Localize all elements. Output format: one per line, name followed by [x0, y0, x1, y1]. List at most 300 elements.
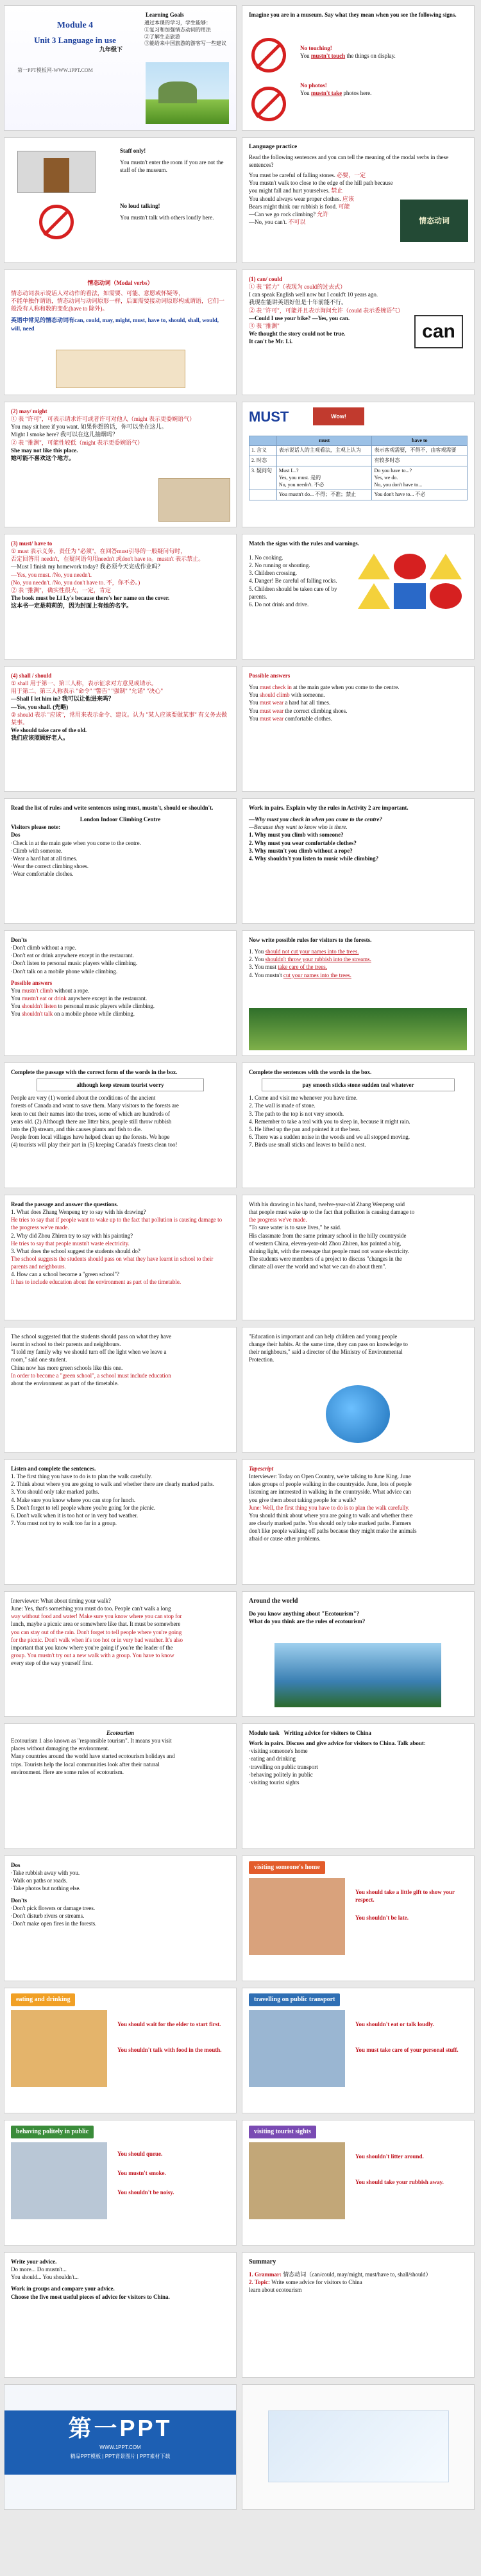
table-cell: 1. 含义	[249, 446, 277, 456]
answer-line	[11, 994, 230, 1002]
goal-line: ②了解生态旅游	[144, 33, 180, 40]
pre-text: You	[300, 90, 311, 97]
sentence	[249, 210, 396, 218]
topic-item: ·eating and drinking	[249, 1755, 296, 1762]
rule-line	[249, 955, 468, 963]
pre-text: 2. You	[249, 956, 266, 963]
table-cell: Must I...? Yes, you must. 是的 No, you needn't. 不必	[276, 466, 372, 490]
heading: (3) must/ have to	[11, 540, 53, 547]
meaning-note: 不可以	[288, 218, 306, 225]
answer-blank: shouldn't throw your rubbish into the streams.	[265, 956, 371, 963]
answers-list	[249, 683, 468, 722]
meaning-note: 允许	[317, 210, 329, 218]
pre-text: 1. You	[249, 948, 266, 955]
goal-line: ①复习和加强情态动词的用法	[144, 26, 211, 33]
pre-text: You	[249, 707, 260, 714]
language-practice-slide	[242, 137, 475, 263]
row-15	[0, 1855, 481, 1981]
donts-heading: Don'ts	[11, 1897, 28, 1904]
passage-line: The students were members of a project to discuss "changes in the	[249, 1255, 402, 1262]
task-line: Choose the five most useful pieces of advice for visitors to China.	[11, 2293, 170, 2300]
sights-photo	[249, 2142, 345, 2219]
post-text: a hard hat all times.	[283, 699, 331, 706]
answers-title: Possible answers	[11, 979, 53, 986]
no-loud-talking-sign-icon	[39, 205, 74, 239]
brand-slide	[4, 2384, 237, 2510]
answer-line	[11, 1002, 230, 1010]
passage-line: about the environment as part of the timetable.	[11, 1379, 119, 1386]
row-16	[0, 1988, 481, 2113]
brand-logo: 第一PPT	[68, 2415, 173, 2441]
dos-heading: Dos	[11, 1862, 21, 1868]
script-line: you can stay out of the rain. Don't forget to tell people where you're going	[11, 1628, 182, 1635]
passage-line: years old. (2) Although there are litter bins, people still throw rubbish	[11, 1118, 172, 1125]
question-item: 2. Why must you wear comfortable clothes?	[249, 839, 357, 846]
learning-goals-list	[144, 20, 233, 47]
table-cell: 3. 疑问句	[249, 466, 277, 490]
train-photo	[249, 2010, 345, 2087]
ecotourism-slide	[4, 1723, 237, 1849]
donts-slide	[4, 930, 237, 1056]
heading: (4) shall / should	[11, 672, 52, 679]
script-line: You should think about where you are going to walk and whether there	[249, 1512, 413, 1519]
rule-item: 3. Children crossing.	[249, 570, 297, 577]
text-line: Ecotourism 1 also known as "responsible tourism". It means you visit	[11, 1737, 172, 1744]
around-world-slide	[242, 1591, 475, 1717]
staff-only-label: Staff only!	[120, 148, 146, 154]
sentence-text: —Can we go rock climbing?	[249, 210, 316, 218]
column-header: must	[276, 436, 372, 446]
rules-list	[249, 554, 345, 608]
example-question: —Why must you check in when you come to the centre?	[249, 816, 382, 823]
tapescript-title: Tapescript	[249, 1465, 274, 1472]
pre-text: You	[249, 715, 260, 722]
summary-slide	[242, 2252, 475, 2378]
rule-line: ① 表 "许可"，可表示请求许可或者许可对他人（might 表示更委婉语气）	[11, 416, 196, 423]
section-title: Language practice	[249, 144, 298, 150]
row-18	[0, 2252, 481, 2378]
question-item: 1. What does Zhang Wenpeng try to say with his drawing?	[11, 1209, 146, 1216]
topic-item: ·travelling on public transport	[249, 1763, 318, 1770]
meaning-note: 必要，一定	[337, 172, 366, 179]
passage-complete-slide	[4, 1062, 237, 1188]
rule-line: ① must 表示义务、责任为 "必须"，在回答must引导的一般疑问句时，	[11, 548, 187, 555]
topic-banner: travelling on public transport	[249, 1993, 340, 2006]
rule-item: ·Don't listen to personal music players while climbing.	[11, 960, 138, 967]
answer-line	[300, 89, 467, 97]
eating-slide	[4, 1988, 237, 2113]
answers-title: Possible answers	[249, 672, 291, 679]
answer-blank: mustn't climb	[21, 987, 53, 994]
advice-line: You should wait for the elder to start first.	[117, 2021, 221, 2027]
text-line: trips. Tourists help the local communities look after their natural	[11, 1761, 160, 1768]
task-title: Read the passage and answer the questions.	[11, 1201, 119, 1207]
advice-line: You must take care of your personal stuff.	[355, 2047, 459, 2053]
brand-banner	[4, 2410, 236, 2475]
globe-illustration	[326, 1385, 390, 1443]
no-photos-label: No photos!	[300, 82, 327, 89]
section-title: Around the world	[249, 1598, 298, 1605]
goal-line: 通过本课的学习，学生能够：	[144, 20, 211, 26]
definition-line: 不能单独作谓语，情态动词与动词原形一样，后面需要接动词原形构成谓语，它们一般没有人称和数的变化(have to 除外)。	[11, 298, 225, 312]
advice-line: You shouldn't be noisy.	[117, 2189, 174, 2196]
row-9	[0, 1062, 481, 1188]
script-line: afraid or cause other problems.	[249, 1535, 321, 1542]
example-line: —Must I finish my homework today? 我必须今天完成作业吗？	[11, 563, 164, 570]
post-text: with someone.	[289, 692, 325, 699]
door-shape	[44, 158, 69, 192]
passage-line: (4) tourists will play their part in (5) keeping Canada's forests clean too!	[11, 1141, 178, 1148]
dos-heading: Dos	[11, 832, 21, 839]
text-line: Many countries around the world have started ecotourism holidays and	[11, 1753, 175, 1760]
definition-line: 情态动词表示说话人对动作的看法，如需要、可能、意愿或怀疑等，	[11, 290, 185, 296]
passage-line: forests of Canada and want to save them. Many visitors to the forests are	[11, 1102, 179, 1109]
column-header: have to	[372, 436, 468, 446]
rule-line: ① 表 "能力"（表现为 could的过去式）	[249, 284, 346, 291]
answer-line	[249, 707, 468, 715]
example-answer: —Because they want to know who is there.	[249, 824, 348, 831]
brand-url: WWW.1PPT.COM	[99, 2444, 141, 2450]
sentence-item: 4. Make sure you know where you can stop for lunch.	[11, 1496, 135, 1503]
prohibition-sign-icon	[394, 554, 426, 579]
example-line: 我现在能讲英语好但是十年前能不行。	[249, 299, 348, 306]
advice-line: You shouldn't talk with food in the mouth.	[117, 2047, 222, 2053]
row-2	[0, 137, 481, 263]
queue-photo	[11, 2142, 107, 2219]
must-table-slide	[242, 402, 475, 527]
modal-sentence-list	[249, 171, 396, 226]
row-11	[0, 1327, 481, 1453]
no-touching-sign-icon	[251, 38, 286, 73]
pre-text: You	[249, 684, 260, 691]
museum-signs-slide	[242, 5, 475, 131]
sentence	[249, 203, 396, 210]
script-line: way without food and water! Make sure you know where you can stop for	[11, 1613, 182, 1620]
sentence-item: 1. The first thing you have to do is to plan the walk carefully.	[11, 1473, 152, 1480]
answer-line	[249, 691, 468, 699]
unit-title: Unit 3 Language in use	[34, 35, 116, 45]
answer-blank: take care of the trees.	[278, 964, 327, 971]
topic-item: ·visiting tourist sights	[249, 1778, 300, 1786]
visitors-note: Visitors please note:	[11, 824, 61, 831]
shall-should-slide	[4, 666, 237, 792]
answer-blank: mustn't touch	[310, 53, 346, 60]
example-line: —Yes, you shall. (先略)	[11, 703, 69, 710]
sentence	[249, 195, 396, 203]
example-line: The book must be Li Ly's because there's her name on the cover.	[11, 594, 170, 601]
topic-banner: visiting tourist sights	[249, 2126, 316, 2138]
goal-line: ③能给来中国旅游的游客写一些建议	[144, 40, 226, 47]
script-line: are clearly marked paths. You should only take marked paths. Farmers	[249, 1519, 412, 1526]
sentence	[249, 179, 396, 194]
rule-item: ·Climb with someone.	[11, 847, 63, 854]
task-label: Module task	[249, 1730, 280, 1736]
may-might-slide	[4, 402, 237, 527]
table-cell: 表示客观需要，不得不，由客观需要	[372, 446, 468, 456]
summary-text: Write some advice for visitors to China	[271, 2278, 362, 2285]
pre-text: You	[300, 53, 311, 60]
row-6	[0, 666, 481, 792]
meaning-note: 可能	[338, 203, 350, 210]
text-line: places without damaging the environment.	[11, 1745, 110, 1752]
advice-line: You mustn't smoke.	[117, 2170, 166, 2176]
no-drink-drive-sign-icon	[430, 583, 462, 609]
write-advice-slide	[4, 2252, 237, 2378]
post-text: photos here.	[342, 90, 372, 97]
task-title: Complete the passage with the correct form of the words in the box.	[11, 1069, 178, 1075]
passage-line: into the (3) stream, and this causes plants and fish to die.	[11, 1125, 142, 1132]
answer-blank: mustn't take	[310, 90, 342, 97]
dos-donts-slide	[4, 1855, 237, 1981]
home-visit-photo	[249, 1878, 345, 1955]
tapescript-slide	[242, 1459, 475, 1585]
passage-line: keen to cut their names into the trees, some of which are hundreds of	[11, 1110, 170, 1117]
rule-item: ·Check in at the main gate when you come to the centre.	[11, 839, 141, 846]
visiting-home-slide	[242, 1855, 475, 1981]
sentence-text: Bears might think our rubbish is food.	[249, 203, 337, 210]
script-line: takes groups of people walking in the countryside. June, lots of people	[249, 1481, 412, 1488]
dinner-photo	[11, 2010, 107, 2087]
example-line: (No, you needn't. /No, you don't have to. 不，你不必。)	[11, 579, 140, 586]
task-title: Match the signs with the rules and warnings.	[249, 540, 360, 547]
staff-only-door-photo	[17, 151, 96, 193]
rule-line	[249, 971, 468, 979]
must-vs-have-to-table	[249, 436, 468, 501]
climbing-centre-slide	[4, 798, 237, 924]
post-text: without a rope.	[53, 987, 90, 994]
rule-line: 否定回答用 needn't，在疑问语句用needn't 或don't have to。mustn't 表示禁止。	[11, 556, 205, 563]
rule-item: ·Don't climb without a rope.	[11, 944, 76, 951]
wow-banner: Wow!	[313, 407, 364, 425]
post-text: comfortable clothes.	[283, 715, 332, 722]
children-crossing-sign-icon	[430, 554, 462, 579]
script-line: June: Well, the first thing you have to do is to plan the walk carefully.	[249, 1504, 410, 1511]
example-line: 我们应该照顾好老人。	[11, 735, 69, 742]
sentence-item: 6. There was a sudden noise in the woods and we all stopped moving.	[249, 1133, 410, 1140]
no-loud-text: You mustn't talk with others loudly here.	[120, 214, 214, 221]
post-text: the things on display.	[345, 53, 396, 60]
staff-only-text: You mustn't enter the room if you are not the staff of the museum.	[120, 159, 224, 174]
passage-line: that people must wake up to the fact that pollution is causing damage to	[249, 1209, 415, 1216]
example-line: You may sit here if you want. 如果你想的话，你可以坐在这儿。	[11, 423, 167, 431]
passage-line: "To save water is to save lives," he said.	[249, 1224, 342, 1231]
room-photo	[158, 478, 230, 522]
rule-item: ·Take rubbish away with you.	[11, 1870, 80, 1877]
sentence-item: 1. Come and visit me whenever you have time.	[249, 1095, 358, 1102]
words-complete-slide	[242, 1062, 475, 1188]
summary-item	[249, 2271, 468, 2278]
rule-line: ① shall 用于第一、第三人称，表示征求对方意见或请示。	[11, 680, 157, 687]
title-slide	[4, 5, 237, 131]
brand-caption: 精品PPT模板 | PPT背景图片 | PPT素材下载	[70, 2453, 171, 2460]
task-intro: Work in pairs. Discuss and give advice for visitors to China. Talk about:	[249, 1740, 426, 1747]
answer-line	[11, 1010, 230, 1018]
answer-blank: should climb	[259, 692, 290, 699]
answer-blank: must wear	[259, 715, 284, 722]
sentence-text: —No, you can't.	[249, 218, 287, 225]
rule-item: 6. Do not drink and drive.	[249, 601, 309, 608]
quote-line: Protection.	[249, 1356, 274, 1363]
topic-banner: visiting someone's home	[249, 1861, 325, 1874]
passage-line: In order to become a "green school", a school must include education	[11, 1372, 171, 1379]
passage-line: learnt in school to their parents and neighbours.	[11, 1341, 121, 1348]
sentence	[249, 218, 396, 226]
table-header-row	[249, 436, 468, 446]
summary-item	[249, 2278, 468, 2286]
passage-zhang-slide	[242, 1195, 475, 1320]
table-cell: 有较多时态	[372, 456, 468, 466]
pairs-explain-slide	[242, 798, 475, 924]
example-line: —Could I use your bike? —Yes, you can.	[249, 314, 350, 321]
summary-title: Summary	[249, 2258, 276, 2265]
rule-item: 1. No cooking.	[249, 554, 283, 561]
answer-item: The school suggests the students should pass on what they have learnt in school to their parents and neighbours.	[11, 1255, 214, 1270]
centre-title: London Indoor Climbing Centre	[80, 816, 161, 823]
sign-answers	[300, 44, 467, 98]
script-line: don't like people walking off paths because they might make the animals	[249, 1528, 417, 1535]
sentence-item: 5. Don't forget to tell people where you're going for the picnic.	[11, 1504, 156, 1511]
pre-text: You	[249, 699, 260, 706]
example-line: 这本书一定是莉莉的，因为封面上有她的名字。	[11, 602, 133, 610]
sentence-item: 2. Think about where you are going to walk and whether there are clearly marked paths.	[11, 1481, 214, 1488]
advice-line: You should queue.	[117, 2151, 163, 2157]
blackboard-image: 情态动词	[400, 200, 468, 242]
sentence-item: 7. You must not try to walk too far in a group.	[11, 1519, 117, 1526]
parents-sign-icon	[394, 583, 426, 609]
rule-item: ·Don't eat or drink anywhere except in the restaurant.	[11, 952, 134, 959]
can-badge: can	[414, 315, 463, 348]
answer-blank: should not cut your names into the trees.	[265, 948, 359, 955]
sentence-item: 2. The wall is made of stone.	[249, 1102, 316, 1109]
row-12	[0, 1459, 481, 1585]
sentence-item: 3. The path to the top is not very smooth.	[249, 1110, 344, 1117]
script-line: you give them about taking people for a walk?	[249, 1496, 357, 1503]
answer-blank: must wear	[259, 699, 284, 706]
meaning-note: 禁止	[331, 187, 343, 194]
sentence-text: You must be careful of falling stones.	[249, 172, 335, 179]
footer-brand: 第一PPT模板网-WWW.1PPT.COM	[17, 67, 93, 73]
example-line: I can speak English well now but I could't 10 years ago.	[249, 291, 378, 298]
topic-item: ·visiting someone's home	[249, 1748, 308, 1755]
grade-label: 九年级下	[99, 46, 123, 53]
hill-shape	[158, 81, 197, 103]
answer-blank: must check in	[259, 684, 292, 691]
passage-line: People from local villages have helped clean up the forests. We hope	[11, 1133, 170, 1140]
script-line: group. You mustn't try out a new walk with a group. You have to know	[11, 1651, 174, 1659]
passage-line: the progress we've made.	[249, 1216, 307, 1224]
answer-line	[300, 52, 467, 60]
passage-line: With his drawing in his hand, twelve-year-old Zhang Wenpeng said	[249, 1201, 405, 1207]
post-text: anywhere except in the restaurant.	[66, 994, 148, 1002]
can-could-lines	[249, 283, 409, 345]
topic-banner: eating and drinking	[11, 1993, 75, 2006]
word-box: although keep stream tourist worry	[37, 1079, 204, 1091]
post-text: to personal music players while climbing.	[56, 1003, 155, 1010]
pre-text: You	[11, 1011, 22, 1018]
answer-blank: must wear	[259, 707, 284, 714]
quote-line: their neighbours," said a director of the Ministry of Environmental	[249, 1349, 403, 1356]
script-line: June: Yes, that's something you must do too. People can't walk a long	[11, 1605, 171, 1612]
modal-definition-slide	[4, 269, 237, 395]
section-title: Ecotourism	[106, 1730, 134, 1736]
forest-rules-list	[249, 948, 468, 979]
landscape-photo	[146, 62, 229, 124]
education-quote-slide	[242, 1327, 475, 1453]
pre-text: You	[11, 987, 22, 994]
topic-banner: behaving politely in public	[11, 2126, 94, 2138]
example-line: —Shall I let him in? 我可以让他进来吗？	[11, 695, 114, 703]
no-loud-label: No loud talking!	[120, 203, 160, 209]
module-title: Module 4	[56, 21, 94, 30]
script-line: Interviewer: What about timing your walk?	[11, 1598, 112, 1604]
classroom-illustration	[56, 350, 185, 388]
passage-line: "I told my family why we should turn off the light when we leave a	[11, 1349, 167, 1356]
tourist-sights-slide	[242, 2120, 475, 2246]
script-line: listening are interested in walking in the countryside. What advice can	[249, 1488, 412, 1496]
signs-grid	[358, 554, 467, 609]
summary-label: 1. Grammar:	[249, 2271, 282, 2278]
task-title: Listen and complete the sentences.	[11, 1465, 96, 1472]
advice-line: You shouldn't eat or talk loudly.	[355, 2021, 434, 2027]
table-cell: 表示说话人的主观看法，主观上认为	[276, 446, 372, 456]
falling-rocks-sign-icon	[358, 583, 390, 609]
advice-line: You should take your rubbish away.	[355, 2179, 444, 2185]
row-7	[0, 798, 481, 924]
summary-text: learn about ecotourism	[249, 2286, 302, 2293]
post-text: the correct climbing shoes.	[283, 707, 348, 714]
staff-only-slide	[4, 137, 237, 263]
pre-text: You	[11, 1003, 22, 1010]
summary-label: 2. Topic:	[249, 2278, 271, 2285]
question-item: 2. Why did Zhou Zhiren try to say with his painting?	[11, 1232, 133, 1239]
rule-line: ② 表 "许可"，可能并且表示询问允许（could 表示委婉语气）	[249, 307, 404, 314]
table-cell: Do you have to...? Yes, we do. No, you don't have to...	[372, 466, 468, 490]
sentence-item: 6. Don't walk when it is too hot or in very bad weather.	[11, 1512, 139, 1519]
passage-line: The school suggested that the students should pass on what they have	[11, 1333, 172, 1340]
passage-line: China now has more green schools like this one.	[11, 1364, 123, 1371]
task-line: Write your advice.	[11, 2258, 57, 2265]
pre-text: 3. You must	[249, 964, 278, 971]
row-4	[0, 402, 481, 527]
rule-item: ·Don't talk on a mobile phone while climbing.	[11, 968, 118, 975]
pre-text: You	[249, 692, 260, 699]
table-cell	[276, 456, 372, 466]
task-line: Do more... Do mustn't...	[11, 2266, 67, 2273]
donts-heading: Don'ts	[11, 937, 28, 943]
passage-line: room," said one student.	[11, 1356, 67, 1363]
quote-line: "Education is important and can help children and young people	[249, 1333, 398, 1340]
row-14	[0, 1723, 481, 1849]
example-line: 她可能不喜欢这个地方。	[11, 454, 75, 461]
passage-line: People are very (1) worried about the conditions of the ancient	[11, 1095, 156, 1102]
sentence-text: You should always wear proper clothes.	[249, 195, 341, 202]
summary-item	[249, 2286, 468, 2294]
advice-line: You should take a little gift to show your respect.	[355, 1889, 455, 1904]
closing-graphic	[268, 2410, 449, 2482]
answer-line	[249, 715, 468, 722]
listen-complete-slide	[4, 1459, 237, 1585]
rule-item: ·Wear the correct climbing shoes.	[11, 862, 89, 869]
rule-item: ·Walk on paths or roads.	[11, 1877, 68, 1884]
answer-blank: shouldn't talk	[21, 1011, 53, 1018]
post-text: at the main gate when you come to the centre.	[291, 684, 400, 691]
answer-blank: mustn't eat or drink	[21, 994, 67, 1002]
topic-item: ·behaving politely in public	[249, 1771, 313, 1778]
passage-questions-slide	[4, 1195, 237, 1320]
sentence-item: 4. Remember to take a teal with you to sleep in, because it might rain.	[249, 1118, 410, 1125]
learning-goals-title: Learning Goals	[146, 12, 184, 18]
question-item: 3. What does the school suggest the students should do?	[11, 1247, 140, 1254]
